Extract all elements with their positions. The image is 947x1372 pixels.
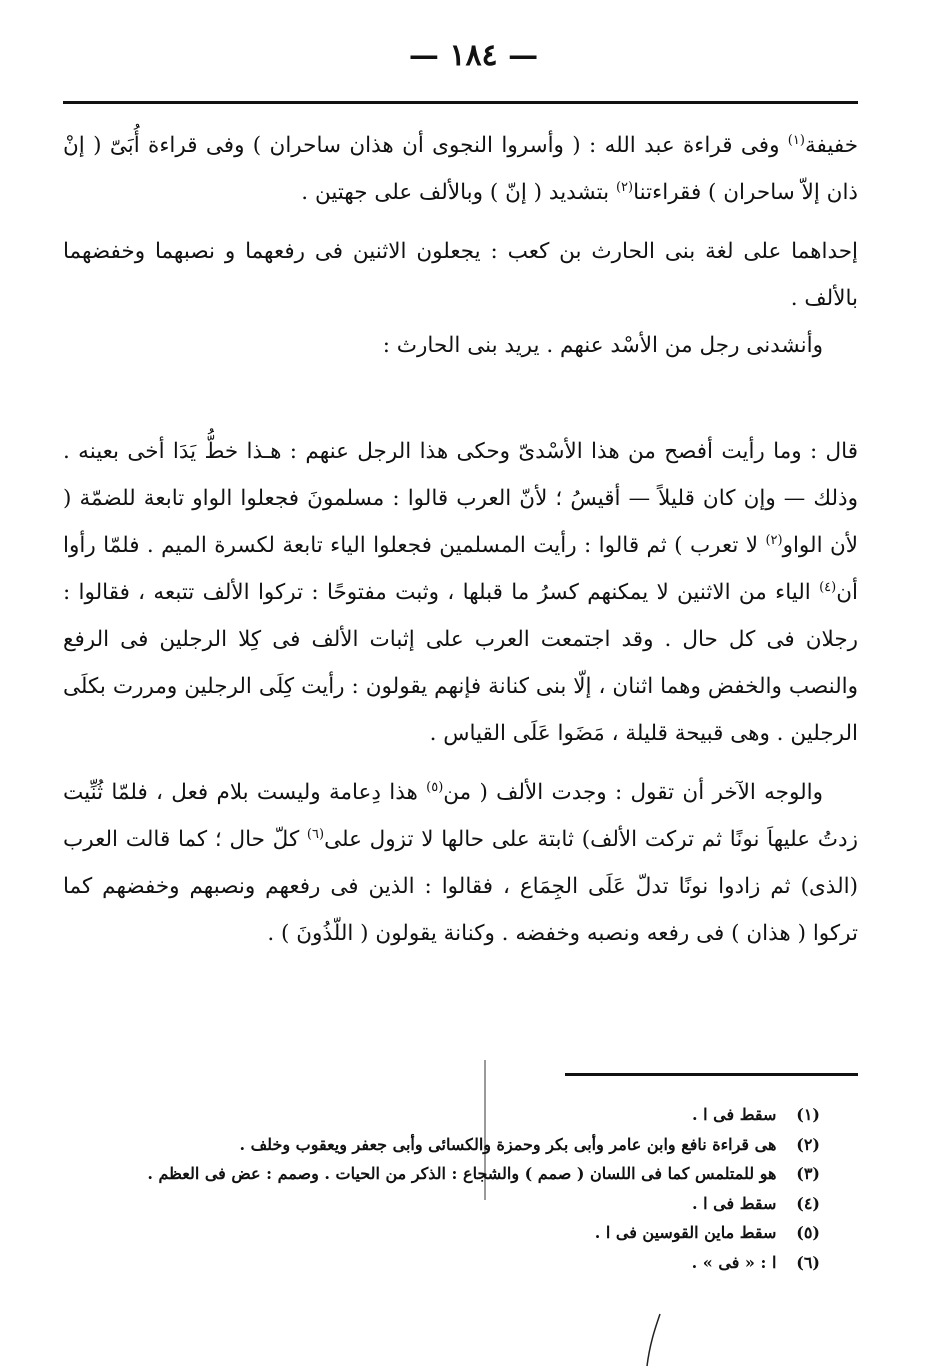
footnote-rule <box>565 1073 858 1076</box>
poetry-verse <box>63 369 858 416</box>
page-number: — ١٨٤ — <box>408 38 539 73</box>
footnote-text: هى قراءة نافع وابن عامر وأبى بكر وحمزة والكسائى وأبى جعفر ويعقوب وخلف . <box>239 1134 777 1154</box>
footnote-item <box>160 1248 820 1278</box>
paragraph-5 <box>63 769 858 957</box>
paragraph-gap <box>63 416 858 428</box>
footnote-text: ا : « فى » . <box>691 1252 777 1272</box>
footnote-ref-4: (٤) <box>819 579 837 595</box>
footnote-number: (٤) <box>796 1193 820 1213</box>
footnote-number: (١) <box>796 1105 820 1124</box>
paragraph-5-part-3: كلّ حال ؛ كما قالت العرب (الذى) ثم زادوا نونًا تدلّ عَلَى الجِمَاع ، فقالوا : الذين فى رفعهم ونصبهم وخفضهم كما تركوا ( هذان ) فى رفعه ونصبه وخفضه . وكنانة يقولون ( اللّذُونَ ) . <box>63 827 858 946</box>
footnote-text: سقط ماين القوسين فى ا . <box>594 1223 777 1242</box>
footnotes-list <box>147 1100 820 1277</box>
footnote-number: (٢) <box>796 1134 820 1154</box>
paragraph-4 <box>63 428 858 757</box>
footnote-item <box>160 1218 820 1248</box>
paragraph-1-text: وفى قراءة عبد الله : ( وأسروا النجوى أن هذان ساحران ) وفى قراءة أُبَىّ ( إنْ ذان إلاّ ساحران ) فقراءتنا <box>63 133 858 205</box>
paragraph-5-part-1: والوجه الآخر أن تقول : وجدت الألف ( من <box>443 780 823 805</box>
footnote-item <box>147 1159 820 1189</box>
main-text <box>63 122 858 957</box>
paragraph-gap <box>63 757 858 769</box>
paragraph-4-part-1: قال : وما رأيت أفصح من هذا الأسْدىّ وحكى هذا الرجل عنهم : هـذا خطُّ يَدَا أخى بعينه . وذلك — وإن كان قليلاً — أقيسُ ؛ لأنّ العرب قالوا : مسلمونَ فجعلوا الواو تابعة للضمّة ( لأن الواو <box>63 439 858 558</box>
paragraph-1-tail: بتشديد ( إنّ ) وبالألف على جهتين . <box>301 180 616 205</box>
footnote-text: سقط فى ا . <box>692 1105 777 1124</box>
header-rule <box>63 101 858 104</box>
paragraph-gap <box>63 216 858 228</box>
footnote-ref-1: (١) <box>787 132 805 148</box>
footnote-text: سقط فى ا . <box>692 1193 777 1213</box>
pen-stroke-mark <box>644 1312 664 1368</box>
paragraph-1 <box>63 122 858 216</box>
paragraph-2: إحداهما على لغة بنى الحارث بن كعب : يجعلون الاثنين فى رفعهما و نصبهما وخفضهما بالألف . <box>63 239 858 311</box>
paragraph-1-lead: خفيفة <box>804 133 858 158</box>
paragraph-5-part-2: هذا دِعامة وليست بلام فعل ، فلمّا ثُنِّيت زدتُ عليهاَ نونًا ثم تركت الألف) ثابتة على حالها لا تزول على <box>63 780 858 852</box>
footnote-item <box>160 1130 820 1160</box>
footnote-ref-2b: (٢) <box>765 532 783 548</box>
footnote-item <box>160 1189 820 1219</box>
footnote-number: (٥) <box>796 1223 820 1242</box>
paragraph-3: وأنشدنى رجل من الأسْد عنهم . يريد بنى الحارث : <box>382 333 823 358</box>
paragraph-4-part-2: لا تعرب ) ثم قالوا : رأيت المسلمين فجعلوا الياء تابعة لكسرة الميم . فلمّا رأوا أن <box>63 533 858 605</box>
footnote-item <box>160 1100 820 1130</box>
paragraph-4-part-3: الياء من الاثنين لا يمكنهم كسرُ ما قبلها ، وثبت مفتوحًا : تركوا الألف تتبعه ، فقالوا : رجلان فى كل حال . وقد اجتمعت العرب على إثبات الألف فى كِلا الرجلين فى الرفع والنصب والخفض وهما اثنان ، إلّا بنى كنانة فإنهم يقولون : رأيت كِلَى الرجلين ومررت بكلَى الرجلين . وهى قبيحة قليلة ، مَضَوا عَلَى القياس . <box>63 580 858 746</box>
footnote-number: (٦) <box>796 1252 820 1272</box>
footnote-ref-5: (٥) <box>426 779 444 795</box>
footnote-ref-6: (٦) <box>306 826 325 842</box>
footnote-ref-2: (٢) <box>615 179 634 195</box>
footnote-number: (٣) <box>796 1164 820 1183</box>
footnote-text: هو للمتلمس كما فى اللسان ( صمم ) والشجاع : الذكر من الحيات . وصمم : عض فى العظم . <box>147 1164 777 1183</box>
